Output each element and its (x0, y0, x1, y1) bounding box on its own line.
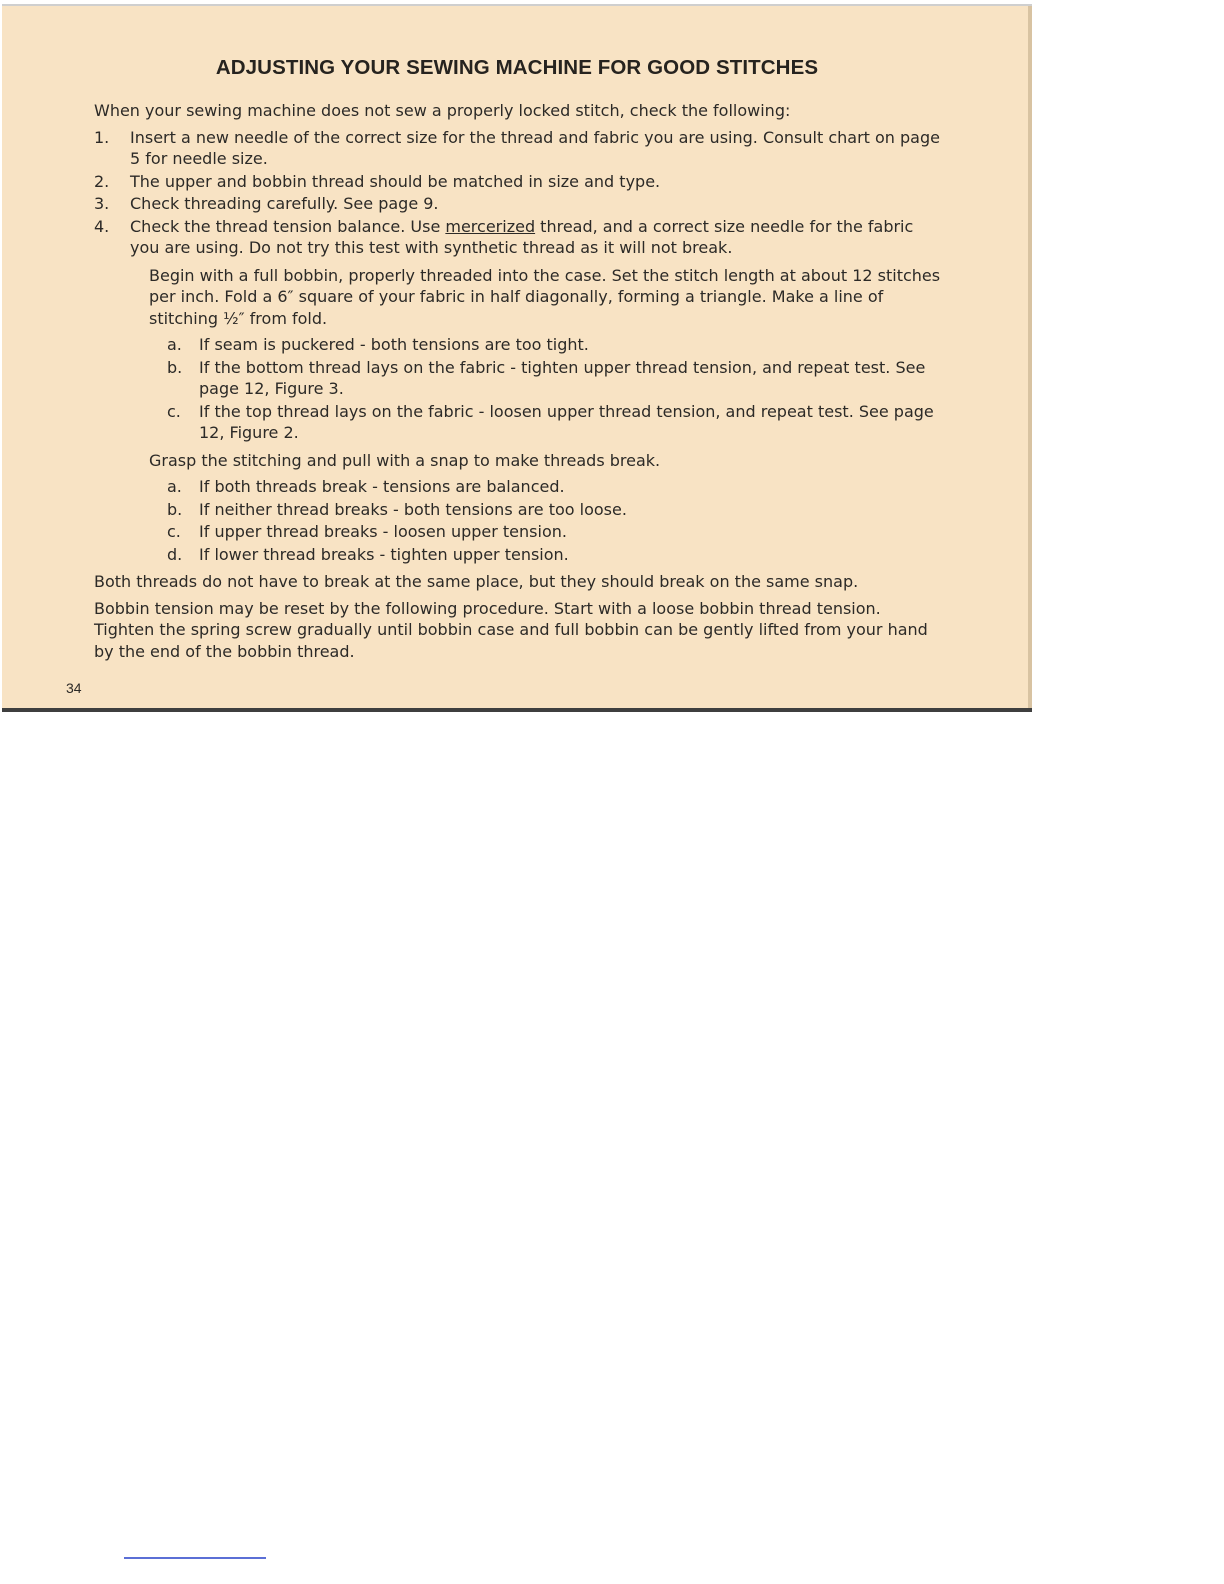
step-text-before: Check the thread tension balance. Use (130, 216, 446, 236)
bobbin-tension-paragraph: Bobbin tension may be reset by the following procedure. Start with a loose bobbin thread tension. Tighten the spring screw gradually until bobbin case and full bobbin can be gently lifted from your hand by the end of the bobbin thread. (94, 598, 928, 661)
step-item (94, 127, 944, 170)
item-letter: c. (167, 401, 181, 421)
intro-paragraph: When your sewing machine does not sew a properly locked stitch, check the following: (94, 101, 791, 120)
step-number: 3. (94, 194, 110, 213)
step-number: 2. (94, 171, 110, 191)
item-text: If neither thread breaks - both tensions are too loose. (199, 499, 627, 519)
list-item (149, 544, 944, 566)
item-letter: b. (167, 499, 183, 519)
footer-rule (124, 1557, 266, 1559)
item-text: If seam is puckered - both tensions are too tight. (199, 335, 589, 354)
scanned-page (2, 4, 1032, 712)
item-text: If the top thread lays on the fabric - loosen upper thread tension, and repeat test. See page 12, Figure 2. (199, 401, 934, 442)
item-letter: a. (167, 477, 182, 496)
list-item (149, 499, 944, 521)
page-title: ADJUSTING YOUR SEWING MACHINE FOR GOOD STITCHES (215, 56, 819, 79)
step-item (94, 193, 944, 215)
item-letter: d. (167, 544, 183, 564)
page-number: 34 (66, 680, 82, 696)
item-letter: b. (167, 357, 183, 377)
item-letter: c. (167, 522, 181, 541)
item-text: If both threads break - tensions are balanced. (199, 477, 565, 496)
step-number: 4. (94, 216, 110, 236)
step-item (94, 216, 944, 259)
list-item (149, 334, 944, 356)
item-text: If upper thread breaks - loosen upper tension. (199, 522, 567, 541)
list-item (149, 476, 944, 498)
step-text: The upper and bobbin thread should be matched in size and type. (130, 171, 661, 191)
both-threads-paragraph: Both threads do not have to break at the same place, but they should break on the same snap. (94, 572, 859, 591)
list-item (149, 521, 944, 543)
item-text: If the bottom thread lays on the fabric - tighten upper thread tension, and repeat test. See page 12, Figure 3. (199, 357, 926, 398)
test-results-list (149, 334, 944, 444)
step-number: 1. (94, 127, 110, 147)
test-intro-paragraph: Begin with a full bobbin, properly threaded into the case. Set the stitch length at about 12 stitches per inch. Fold a 6″ square of your fabric in half diagonally, forming a triangle. Make a line of stitching ½″ from fold. (149, 265, 941, 328)
grasp-paragraph: Grasp the stitching and pull with a snap to make threads break. (149, 450, 661, 470)
list-item (149, 401, 944, 444)
item-text: If lower thread breaks - tighten upper tension. (199, 544, 569, 564)
page-body (94, 100, 944, 667)
break-results-list (149, 476, 944, 565)
item-letter: a. (167, 335, 182, 354)
step-item (94, 171, 944, 193)
list-item (149, 357, 944, 400)
step-text-after: thread, and a correct size needle for the fabric you are using. Do not try this test with synthetic thread as it will not break. (130, 216, 914, 257)
underlined-word: mercerized (445, 216, 536, 236)
step-text: Check threading carefully. See page 9. (130, 194, 439, 213)
step-text: Insert a new needle of the correct size for the thread and fabric you are using. Consult chart on page 5 for needle size. (130, 127, 940, 168)
